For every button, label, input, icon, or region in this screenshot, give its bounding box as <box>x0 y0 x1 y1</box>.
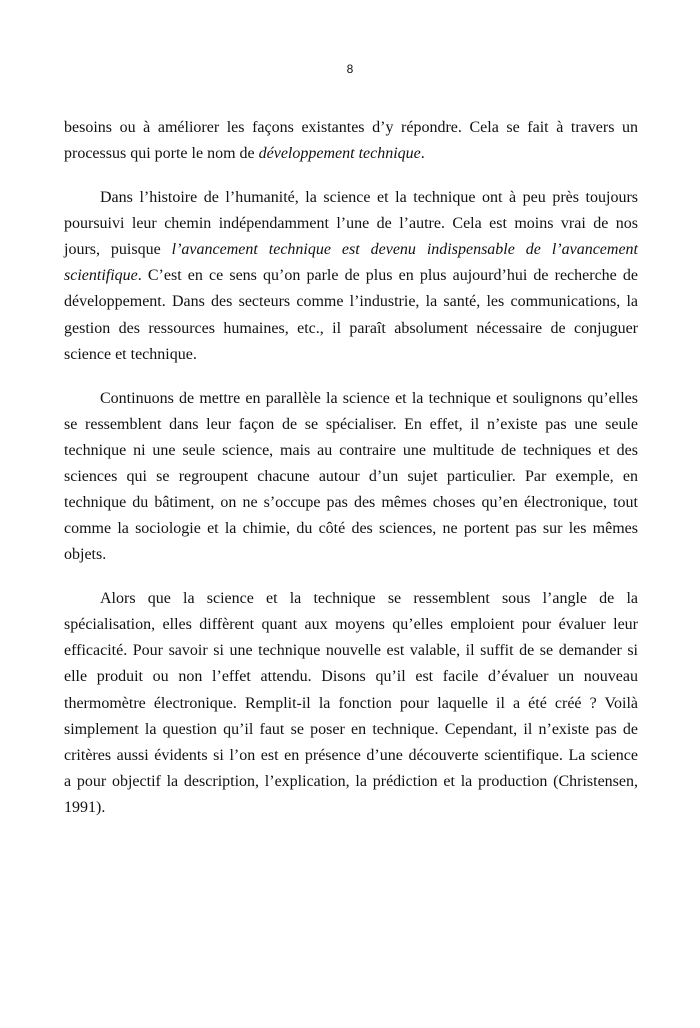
text-line: technique ni une seule science, mais au contraire une multitude de techniques et des <box>64 441 638 459</box>
text-segment: . C’est en ce sens qu’on parle de plus en plus aujourd’hui de recherche de <box>137 267 638 285</box>
text-line: technique du bâtiment, on ne s’occupe pas des mêmes choses qu’en électronique, tout <box>64 494 638 511</box>
text-segment: processus qui porte le nom de <box>64 145 259 163</box>
text-line: 1991). <box>64 798 106 816</box>
text-line: Alors que la science et la technique se ressemblent sous l’angle de la <box>100 590 638 608</box>
text-line: a pour objectif la description, l’explication, la prédiction et la production (Christensen, <box>64 772 638 790</box>
text-line: se ressemblent dans leur façon de se spécialiser. En effet, il n’existe pas une seule <box>64 415 638 433</box>
text-line: objets. <box>64 546 107 564</box>
text-line: besoins ou à améliorer les façons existantes d’y répondre. Cela se fait à travers un <box>64 119 638 136</box>
text-line: Dans l’histoire de l’humanité, la science et la technique ont à peu près toujours <box>100 189 638 207</box>
text-line: Continuons de mettre en parallèle la science et la technique et soulignons qu’elles <box>100 389 638 407</box>
text-line: thermomètre électronique. Remplit-il la fonction pour laquelle il a été créé ? Voilà <box>64 694 638 712</box>
text-line: développement. Dans des secteurs comme l’industrie, la santé, les communications, la <box>64 293 638 311</box>
paragraph-2 <box>64 185 638 368</box>
body-text <box>64 115 638 839</box>
page-number: 8 <box>346 62 354 76</box>
paragraph-3 <box>64 386 638 569</box>
italic-phrase: l’avancement technique est devenu indispensable de l’avancement <box>171 241 638 259</box>
text-line: critères aussi évidents si l’on est en présence d’une découverte scientifique. La science <box>64 746 638 764</box>
text-line: science et technique. <box>64 345 197 363</box>
text-line: comme la sociologie et la chimie, du côté des sciences, ne portent pas sur les mêmes <box>64 520 638 538</box>
text-line <box>64 263 638 289</box>
text-line <box>64 141 638 167</box>
italic-phrase: scientifique <box>64 267 138 285</box>
paragraph-1 <box>64 115 638 167</box>
text-line: simplement la question qu’il faut se poser en technique. Cependant, il n’existe pas de <box>64 720 638 738</box>
text-line: gestion des ressources humaines, etc., il paraît absolument nécessaire de conjuguer <box>64 319 638 337</box>
text-segment: . <box>420 145 425 163</box>
text-line: sciences qui se regroupent chacune autour d’un sujet particulier. Par exemple, en <box>64 467 638 485</box>
text-line: efficacité. Pour savoir si une technique nouvelle est valable, il suffit de se demander si <box>64 642 638 660</box>
text-segment: jours, puisque <box>64 241 172 259</box>
text-line <box>64 237 638 263</box>
italic-term: développement technique <box>258 145 421 163</box>
text-line: elle produit ou non l’effet attendu. Disons qu’il est facile d’évaluer un nouveau <box>64 668 638 686</box>
paragraph-4 <box>64 586 638 821</box>
text-line: poursuivi leur chemin indépendamment l’une de l’autre. Cela est moins vrai de nos <box>64 215 638 233</box>
text-line: spécialisation, elles diffèrent quant aux moyens qu’elles emploient pour évaluer leur <box>64 616 638 634</box>
